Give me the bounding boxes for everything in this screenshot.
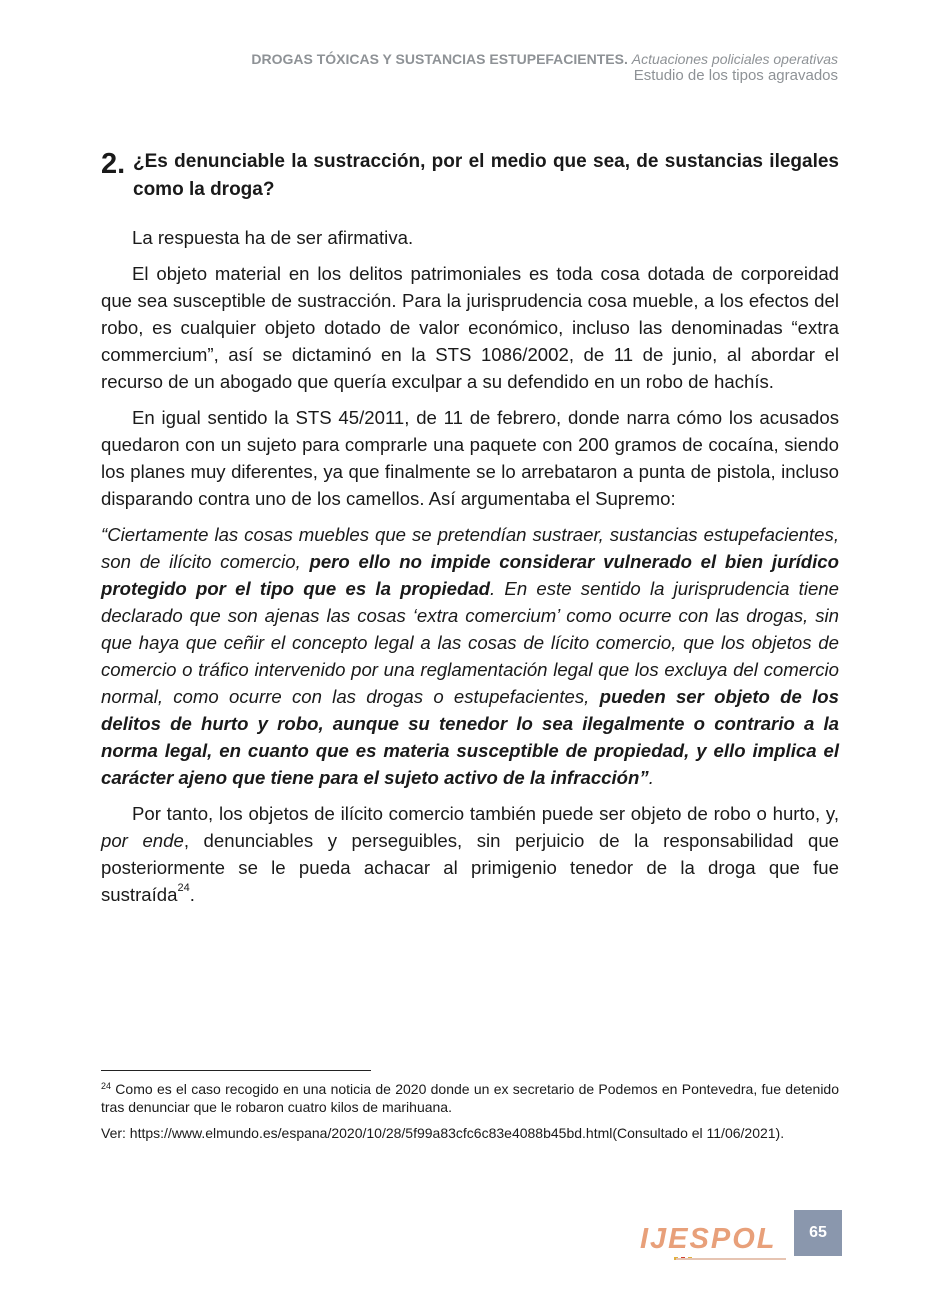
footnote-reference[interactable]: 24	[177, 882, 190, 894]
quote-emphasis-2: pueden ser objeto de los delitos de hurto y robo, aunque su tenedor lo sea ilegalmente o contrario a la norma legal, en cuanto que es materia susceptible de propiedad, y ello implica el carácter ajeno que tiene para el sujeto activo de la infracción”	[101, 686, 839, 788]
running-header	[251, 50, 838, 84]
conclusion-part-2: , denunciables y perseguibles, sin perjuicio de la responsabilidad que posteriormente se le pueda achacar al primigenio tenedor de la droga que fue sustraída	[101, 830, 840, 905]
header-title-italic: Actuaciones policiales operativas	[631, 51, 838, 67]
footnote-divider	[101, 1070, 371, 1071]
header-title-bold: DROGAS TÓXICAS Y SUSTANCIAS ESTUPEFACIENTES.	[251, 51, 628, 67]
conclusion-part-1: Por tanto, los objetos de ilícito comercio también puede ser objeto de robo o hurto, y,	[132, 803, 839, 824]
section-number: 2.	[101, 148, 126, 180]
header-title	[251, 50, 838, 68]
paragraph-object: El objeto material en los delitos patrimoniales es toda cosa dotada de corporeidad que sea susceptible de sustracción. Para la jurisprudencia cosa mueble, a los efectos del robo, es cualquier objeto dotado de valor económico, incluso las denominadas “extra commercium”, así se dictaminó en la STS 1086/2002, de 11 de junio, al abordar el recurso de un abogado que quería exculpar a su defendido en un robo de hachís.	[101, 263, 839, 392]
body-text	[101, 224, 839, 917]
quote-emphasis-1: pero ello no impide considerar vulnerado el bien jurídico protegido por el tipo que es la propiedad	[101, 551, 839, 599]
paragraph-conclusion	[101, 800, 839, 908]
conclusion-italic: por ende	[101, 830, 184, 851]
ijespol-logo	[640, 1222, 790, 1262]
logo-wordmark: IJESPOL	[640, 1223, 777, 1255]
footnote-number: 24	[101, 1081, 112, 1091]
supreme-court-quote	[101, 521, 839, 791]
paragraph-sts: En igual sentido la STS 45/2011, de 11 de febrero, donde narra cómo los acusados quedaron con un sujeto para comprarle una paquete con 200 gramos de cocaína, siendo los planes muy diferentes, ya que finalmente se lo arrebataron a punta de pistola, incluso disparando contra uno de los camellos. Así argumentaba el Supremo:	[101, 407, 839, 509]
logo-tagline	[676, 1258, 786, 1260]
header-subtitle: Estudio de los tipos agravados	[633, 67, 838, 84]
footnotes	[101, 1080, 839, 1150]
quote-part-1: “Ciertamente las cosas muebles que se pretendían sustraer, sustancias estupefacientes, son de ilícito comercio,	[101, 524, 839, 572]
footnote-text: Como es el caso recogido en una noticia de 2020 donde un ex secretario de Podemos en Pontevedra, fue detenido tras denunciar que le robaron cuatro kilos de marihuana.	[101, 1081, 839, 1115]
quote-part-2: . En este sentido la jurisprudencia tiene declarado que son ajenas las cosas ‘extra comercium’ como ocurre con las drogas, sin que haya que ceñir el concepto legal a las cosas de lícito comercio, que los objetos de comercio o tráfico intervenido por una reglamentación legal que los excluya del comercio normal, como ocurre con las drogas o estupefacientes,	[101, 578, 839, 707]
page-number: 65	[794, 1210, 842, 1256]
section-heading	[101, 148, 839, 204]
conclusion-end: .	[189, 884, 195, 905]
section-question: ¿Es denunciable la sustracción, por el medio que sea, de sustancias ilegales como la droga?	[133, 151, 839, 200]
quote-end: .	[648, 767, 654, 788]
footnote-link-line[interactable]: Ver: https://www.elmundo.es/espana/2020/10/28/5f99a83cfc6c83e4088b45bd.html(Consultado el 11/06/2021).	[101, 1125, 785, 1141]
footnote-24	[101, 1080, 839, 1116]
paragraph-answer: La respuesta ha de ser afirmativa.	[132, 227, 414, 248]
